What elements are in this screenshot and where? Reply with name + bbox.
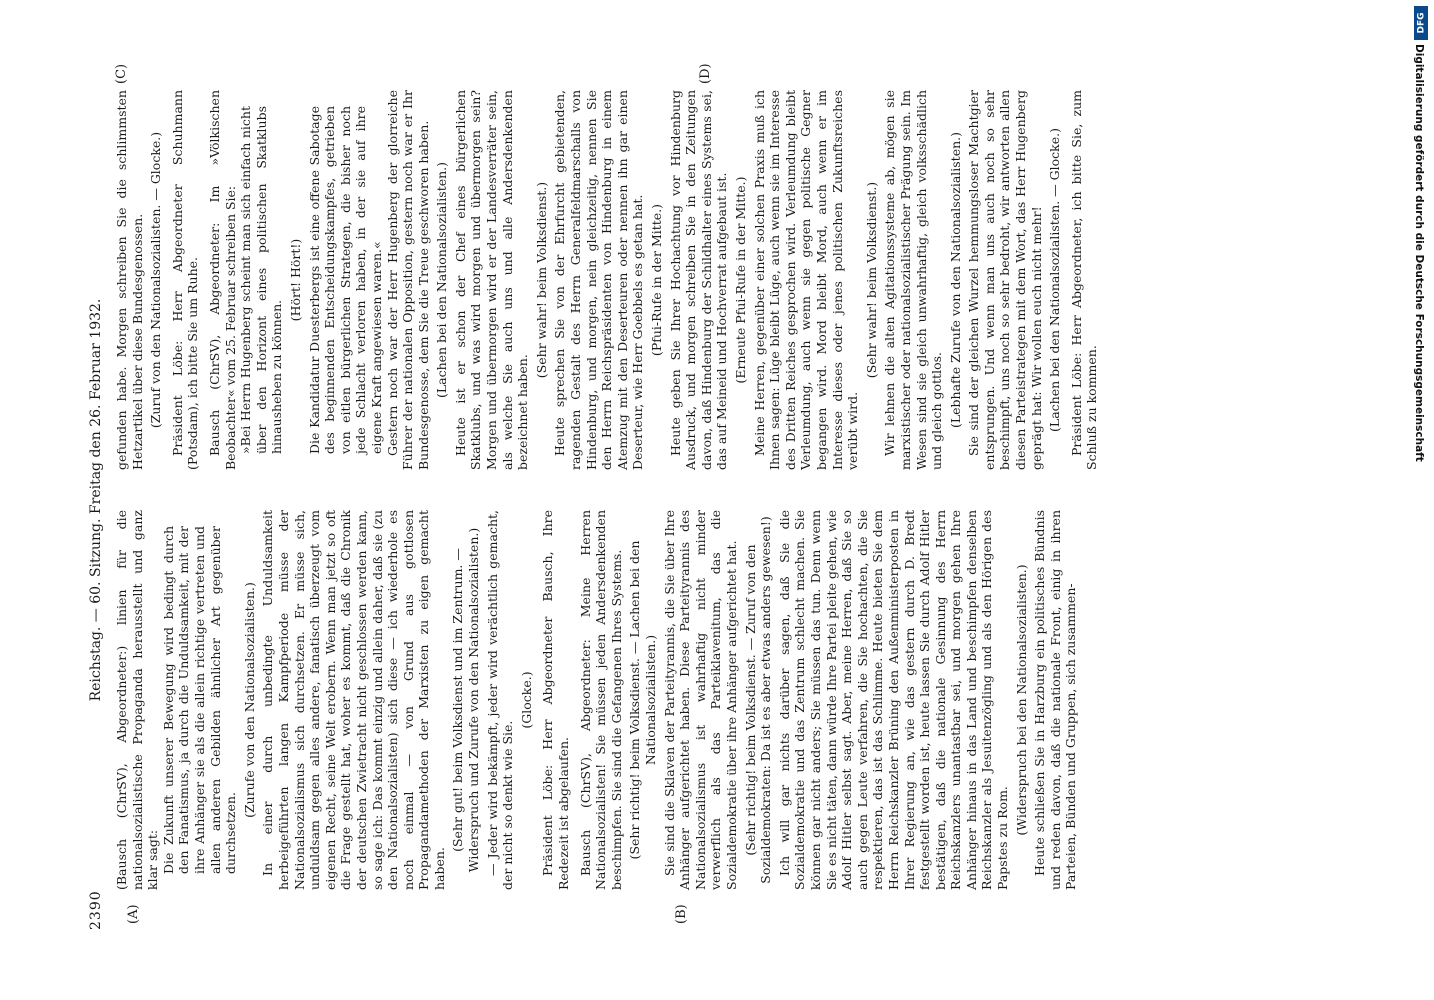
digitization-note: Digitalisierung gefördert durch die Deutsche Forschungsgemeinschaft — [1413, 44, 1425, 462]
left-text-column — [114, 510, 1374, 890]
paragraph: Wir lehnen die alten Agitationssysteme ab, mögen sie marxistischer oder nationalsozialistischer Prägung sein. Im Wesen sind sie gleich unwahrhaftig, gleich volksschädlich und gleich gottlos. — [882, 90, 945, 470]
paragraph: (Zuruf von den Nationalsozialisten. — Glocke.) — [148, 131, 164, 429]
dfg-logo-text: DFG — [1416, 12, 1427, 34]
page-number: 2390 — [88, 890, 104, 930]
paragraph: Heute geben Sie Ihrer Hochachtung vor Hindenburg Ausdruck, und morgen schreiben Sie in den Zeitungen davon, daß Hindenburg der Schildhalter eines Systems sei, das auf Meineid und Hochverrat aufgebaut ist. — [667, 90, 730, 470]
margin-marker-a: (A) — [126, 904, 141, 924]
paragraph: Sie sind der gleichen Wurzel hemmungsloser Machtgier entsprungen. Und wenn man uns auch noch so sehr beschimpft, uns noch so sehr bedroht, wir antworten allen diesen Parteistrategen mit dem Wort, das Herr Hugenberg geprägt hat: Wir wollen euch nicht mehr! — [966, 90, 1044, 470]
paragraph: (Sehr gut! beim Volksdienst und im Zentrum. — Widerspruch und Zurufe von den Nationalsozialisten.) — [450, 527, 482, 873]
paragraph: (Sehr richtig! beim Volksdienst. — Lachen bei den Nationalsozialisten.) — [627, 540, 658, 860]
rotated-document-page — [86, 60, 1386, 940]
paragraph: (Pfui-Rufe in der Mitte.) — [649, 203, 664, 357]
paragraph: Bausch (ChrSV), Abgeordneter: Meine Herren Nationalsozialisten! Sie müssen jeden Andersdenkenden beschimpfen. Sie sind die Gefangenen Ihres Systems. — [577, 510, 624, 890]
paragraph: (Bausch (ChrSV), Abgeordneter:) linien für die nationalsozialistische Propaganda herausstellt und ganz klar sagt: — [114, 510, 161, 890]
paragraph: Präsident Löbe: Herr Abgeordneter, ich bitte Sie, zum Schluß zu kommen. — [1068, 90, 1100, 470]
paragraph: (Hört! Hört!) — [287, 238, 303, 322]
page-title: Reichstag. — 60. Sitzung. Freitag den 26. Februar 1932. — [88, 298, 104, 702]
paragraph: Heute schließen Sie in Harzburg ein politisches Bündnis und reden davon, daß die nationale Front, einig in ihren Parteien, Bünden und Gruppen, sich zusammen- — [1032, 510, 1079, 890]
paragraph: Gestern noch war der Herr Hugenberg der glorreiche Führer der nationalen Opposition, gestern noch war er Ihr Bundesgenosse, dem Sie die Treue geschworen haben. — [384, 90, 431, 470]
paragraph: (Lebhafte Zurufe von den Nationalsozialisten.) — [947, 131, 963, 429]
paragraph: Heute ist er schon der Chef eines bürgerlichen Skatklubs, und was wird morgen und übermorgen sein? Morgen und übermorgen wird er der Landesverräter sein, als welche Sie auch uns und alle Andersdenkenden bezeichnet haben. — [452, 90, 531, 470]
paragraph: (Erneute Pfui-Rufe in der Mitte.) — [732, 176, 748, 384]
paragraph: — Jeder wird bekämpft, jeder wird verächtlich gemacht, der nicht so denkt wie Sie. — [484, 510, 516, 890]
paragraph: Präsident Löbe: Herr Abgeordneter Schuhmann (Potsdam), ich bitte Sie um Ruhe. — [169, 90, 201, 470]
paragraph: (Sehr richtig! beim Volksdienst. — Zuruf von den Sozialdemokraten: Da ist es aber etwas anders gewesen!) — [742, 516, 774, 884]
paragraph: Ich will gar nichts darüber sagen, daß Sie die Sozialdemokratie und das Zentrum schlecht machen. Sie können gar nicht anders; Sie müssen das tun. Denn wenn Sie es nicht täten, dann würde Ihre Partei pleite gehen, wie Adolf Hitler selbst sagt. Aber, meine Herren, daß Sie so auch gegen Leute verfahren, die Sie hochachten, die Sie respektieren, das ist das Schlimme. Heute bieten Sie dem Herrn Reichskanzler Brüning den Außenministerposten in Ihrer Regierung an, wie das gestern durch D. Bredt festgestellt worden ist, heute lassen Sie durch Adolf Hitler bestätigen, daß die nationale Gesinnung des Herrn Reichskanzlers unantastbar sei, und morgen gehen Ihre Anhänger hinaus in das Land und beschimpfen denselben Reichskanzler als Jesuitenzögling und als den Hörigen des Papstes zu Rom. — [776, 510, 1011, 890]
paragraph: gefunden habe. Morgen schreiben Sie die schlimmsten Hetzartikel über diese Bundesgenossen. — [114, 90, 145, 470]
paragraph: In einer durch unbedingte Unduldsamkeit herbeigeführten langen Kampfperiode müsse der Nationalsozialismus sich durchsetzen. Er müsse sich, unduldsam gegen alles andere, fanatisch überzeugt vom eigenen Recht, seine Welt erobern. Wenn man jetzt so oft die Frage gestellt hat, woher es kommt, daß die Chronik der deutschen Zwietracht nicht geschlossen werden kann, so sage ich: Das kommt einzig und allein daher, daß sie (zu den Nationalsozialisten) sich diese — ich wiederhole es noch einmal — von Grund aus gottlosen Propagandamethoden der Marxisten zu eigen gemacht haben. — [260, 510, 447, 890]
paragraph: (Sehr wahr! beim Volksdienst.) — [533, 181, 549, 379]
paragraph: (Zurufe von den Nationalsozialisten.) — [241, 582, 257, 818]
margin-marker-b: (B) — [674, 904, 689, 924]
margin-marker-d: (D) — [698, 63, 713, 84]
paragraph: Bausch (ChrSV), Abgeordneter: Im »Völkischen Beobachter« vom 25. Februar schreiben Sie: — [206, 90, 238, 470]
paragraph: Die Zukunft unserer Bewegung wird bedingt durch den Fanatismus, ja durch die Unduldsamkeit, mit der ihre Anhänger sie als die allein richtige vertreten und allen anderen Gebilden ähnlicher Art gegenüber durchsetzen. — [160, 526, 239, 874]
paragraph: Sie sind die Sklaven der Parteityrannis, die Sie über Ihre Anhänger aufgerichtet haben. Diese Parteityrannis des Nationalsozialismus ist wahrhaftig nicht minder verwerflich als das Parteiklavenitum, das die Sozialdemokratie über ihre Anhänger aufgerichtet hat. — [661, 510, 739, 890]
paragraph: (Glocke.) — [518, 671, 534, 729]
paragraph: Präsident Löbe: Herr Abgeordneter Bausch, Ihre Redezeit ist abgelaufen. — [540, 510, 572, 890]
paragraph: Heute sprechen Sie von der Ehrfurcht gebietenden, ragenden Gestalt des Herrn Generalfeldmarschalls von Hindenburg, und morgen, nein gleichzeitig, nennen Sie den Herrn Reichspräsidenten von Hindenburg in einem Atemzug mit den Deserteuren oder nennen ihn gar einen Deserteur, wie Herr Goebbels es getan hat. — [552, 90, 646, 470]
paragraph: (Lachen bei den Nationalsozialisten.) — [434, 161, 450, 399]
right-text-column — [114, 90, 1374, 470]
paragraph: Meine Herren, gegenüber einer solchen Praxis muß ich Ihnen sagen: Lüge bleibt Lüge, auch wenn sie im Interesse des Dritten Reiches gesprochen wird. Verleumdung bleibt Verleumdung, auch wenn sie gegen politische Gegner begangen wird. Mord bleibt Mord, auch wenn er im Interesse dieses oder jenes politischen Zukunftsreiches verübt wird. — [751, 90, 861, 470]
paragraph: (Widerspruch bei den Nationalsozialisten.) — [1013, 564, 1029, 836]
paragraph: Die Kandidatur Duesterbergs ist eine offene Sabotage des beginnenden Entscheidungskampfes, getrieben von eitlen bürgerlichen Strategen, die bisher noch jede Schlacht verloren haben, in der sie auf ihre eigene Kraft angewiesen waren.« — [306, 106, 384, 454]
page-header — [86, 60, 108, 940]
paragraph: »Bei Herrn Hugenberg scheint man sich einfach nicht über den Horizont eines politischen Skatklubs hinausheben zu können. — [238, 106, 285, 454]
paragraph: (Lachen bei den Nationalsozialisten. — Glocke.) — [1047, 128, 1063, 432]
margin-marker-c: (C) — [114, 63, 129, 84]
dfg-logo — [1414, 6, 1428, 40]
paragraph: (Sehr wahr! beim Volksdienst.) — [863, 181, 879, 379]
